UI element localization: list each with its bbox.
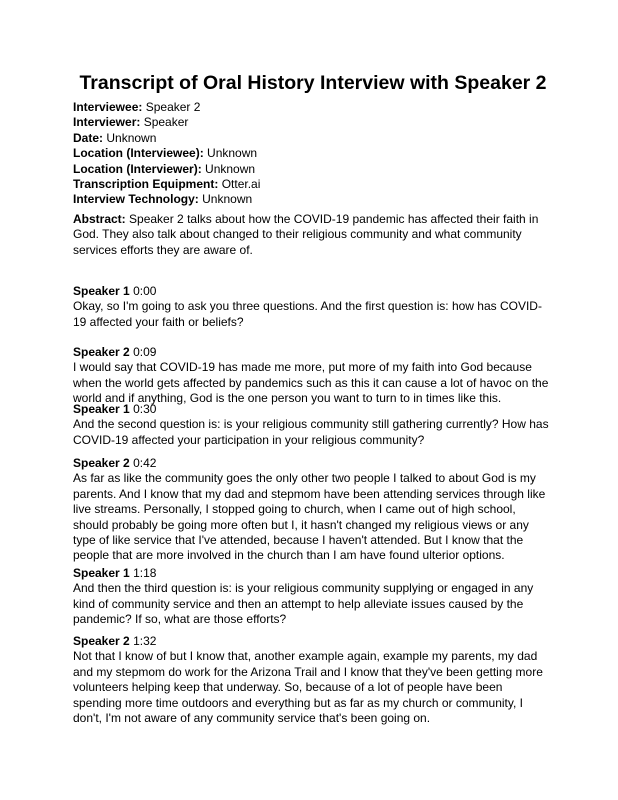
meta-date — [73, 131, 260, 146]
timestamp: 1:32 — [133, 634, 157, 648]
transcript-turn — [73, 345, 553, 407]
meta-location-interviewee — [73, 146, 260, 161]
abstract-text: Speaker 2 talks about how the COVID-19 pandemic has affected their faith in God. They also talk about changed to their religious community and what community services efforts they are aware of. — [73, 212, 539, 257]
speaker-name: Speaker 1 — [73, 284, 130, 298]
speaker-name: Speaker 2 — [73, 345, 130, 359]
timestamp: 0:00 — [133, 284, 157, 298]
turn-text: Not that I know of but I know that, another example again, example my parents, my dad and my stepmom do work for the Arizona Trail and I know that they've been getting more volunteers helping keep that underway. So, because of a lot of people have been spending more time outdoors and everything but as far as my church or community, I don't, I'm not aware of any community service that's been going on. — [73, 649, 543, 726]
turn-header — [73, 345, 553, 360]
speaker-name: Speaker 2 — [73, 456, 130, 470]
meta-label: Date: — [73, 130, 104, 145]
meta-label: Location (Interviewee): — [73, 146, 204, 161]
turn-text: As far as like the community goes the only other two people I talked to about God is my parents. And I know that my dad and stepmom have been attending services through like live streams. Personally, I stopped going to church, when I came out of high school, should probably be going more often but I, it hasn't changed my religious views or any type of like service that I've attended, because I haven't attended. But I know that the people that are more involved in the church than I am have found ulterior options. — [73, 471, 546, 563]
turn-header — [73, 402, 553, 417]
speaker-name: Speaker 1 — [73, 566, 130, 580]
meta-label: Interview Technology: — [73, 192, 199, 207]
meta-value: Unknown — [205, 161, 256, 176]
turn-header — [73, 456, 553, 471]
meta-interviewee — [73, 100, 260, 115]
interview-metadata — [73, 100, 260, 208]
meta-label: Interviewer: — [73, 115, 141, 130]
meta-value: Speaker 2 — [145, 100, 201, 114]
meta-label: Interviewee: — [73, 100, 143, 114]
meta-value: Speaker — [143, 115, 189, 130]
timestamp: 1:18 — [133, 566, 157, 580]
timestamp: 0:30 — [133, 402, 157, 416]
document-title: Transcript of Oral History Interview with Speaker 2 — [79, 72, 547, 94]
turn-text: And the second question is: is your religious community still gathering currently? How has COVID-19 affected your participation in your religious community? — [73, 417, 549, 447]
abstract-label: Abstract: — [73, 212, 126, 226]
transcript-turn — [73, 456, 553, 564]
turn-text: I would say that COVID-19 has made me more, put more of my faith into God because when the world gets affected by pandemics such as this it can cause a lot of havoc on the world and if anything, God is the one person you want to turn to in times like this. — [73, 360, 549, 406]
meta-value: Unknown — [207, 146, 258, 161]
transcript-turn — [73, 566, 553, 628]
timestamp: 0:09 — [133, 345, 157, 359]
turn-text: And then the third question is: is your religious community supplying or engaged in any kind of community service and then an attempt to help alleviate issues caused by the pandemic? If so, what are those efforts? — [73, 581, 534, 627]
transcript-turn — [73, 284, 553, 330]
turn-text: Okay, so I'm going to ask you three questions. And the first question is: how has COVID-19 affected your faith or beliefs? — [73, 299, 542, 329]
turn-header — [73, 284, 553, 299]
meta-transcription-equipment — [73, 177, 260, 192]
meta-value: Unknown — [202, 192, 253, 207]
meta-label: Location (Interviewer): — [73, 161, 202, 176]
abstract — [73, 212, 553, 258]
meta-label: Transcription Equipment: — [73, 177, 219, 192]
transcript-turn — [73, 634, 553, 726]
timestamp: 0:42 — [133, 456, 157, 470]
meta-interviewer — [73, 115, 260, 130]
turn-header — [73, 566, 553, 581]
meta-location-interviewer — [73, 162, 260, 177]
turn-header — [73, 634, 553, 649]
meta-interview-technology — [73, 192, 260, 207]
speaker-name: Speaker 2 — [73, 634, 130, 648]
speaker-name: Speaker 1 — [73, 402, 130, 416]
meta-value: Unknown — [106, 130, 157, 145]
meta-value: Otter.ai — [221, 177, 261, 192]
transcript-turn — [73, 402, 553, 448]
